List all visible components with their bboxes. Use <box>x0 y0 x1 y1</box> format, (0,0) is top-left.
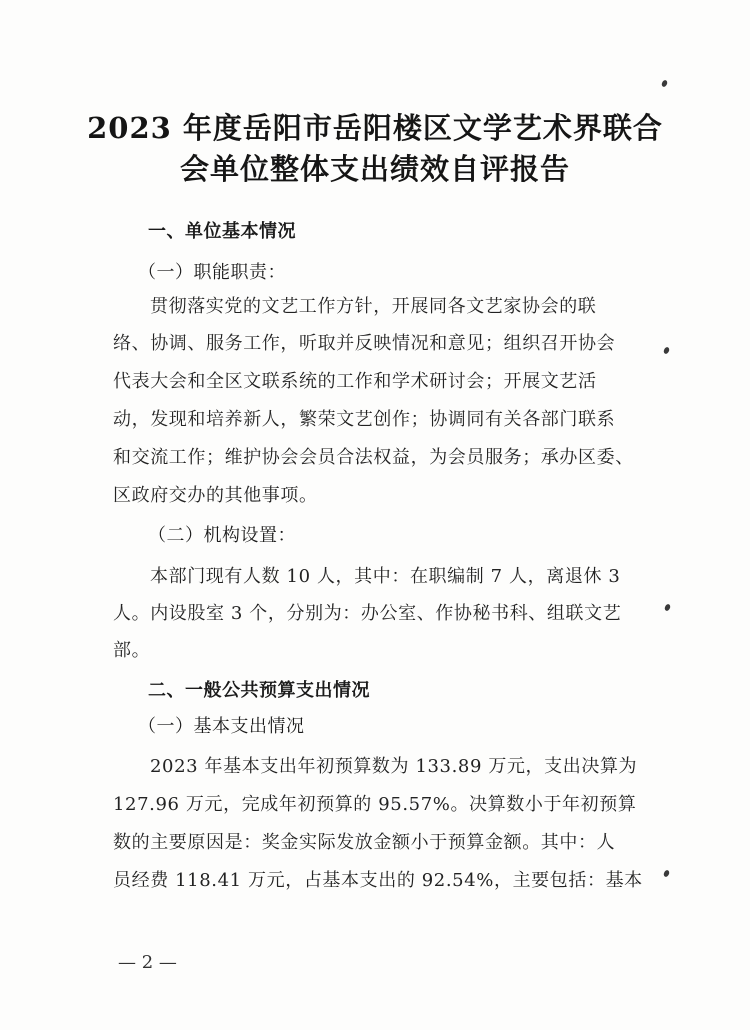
scan-mark <box>661 79 668 87</box>
section-2-heading: 二、一般公共预算支出情况 <box>148 680 370 701</box>
section-1-heading: 一、单位基本情况 <box>148 221 296 242</box>
paragraph-line: 动，发现和培养新人，繁荣文艺创作；协调同有关各部门联系 <box>113 409 616 430</box>
report-title-line-2: 会单位整体支出绩效自评报告 <box>179 152 570 186</box>
scan-mark <box>663 869 670 877</box>
section-1-sub-2-heading: （二）机构设置： <box>148 525 296 546</box>
paragraph-line: 2023 年基本支出年初预算数为 133.89 万元，支出决算为 <box>150 756 638 777</box>
paragraph-line: 127.96 万元，完成年初预算的 95.57%。决算数小于年初预算 <box>113 794 637 815</box>
report-title-line-1: 2023 年度岳阳市岳阳楼区文学艺术界联合 <box>87 111 663 145</box>
scan-mark <box>663 346 670 354</box>
paragraph-line: 和交流工作；维护协会会员合法权益，为会员服务；承办区委、 <box>113 447 634 468</box>
paragraph-line: 数的主要原因是：奖金实际发放金额小于预算金额。其中：人 <box>113 832 616 853</box>
paragraph-line: 部。 <box>113 640 151 661</box>
paragraph-line: 人。内设股室 3 个，分别为：办公室、作协秘书科、组联文艺 <box>113 603 622 624</box>
paragraph-line: 本部门现有人数 10 人，其中：在职编制 7 人，离退休 3 <box>150 566 621 587</box>
page-number: — 2 — <box>118 952 177 973</box>
section-2-sub-1-heading: （一）基本支出情况 <box>138 716 305 737</box>
paragraph-line: 区政府交办的其他事项。 <box>113 485 318 506</box>
paragraph-line: 员经费 118.41 万元，占基本支出的 92.54%，主要包括：基本 <box>113 870 643 891</box>
paragraph-line: 贯彻落实党的文艺工作方针，开展同各文艺家协会的联 <box>150 296 597 317</box>
paragraph-line: 络、协调、服务工作，听取并反映情况和意见；组织召开协会 <box>113 333 616 354</box>
section-1-sub-1-heading: （一）职能职责： <box>138 262 286 283</box>
scan-mark <box>664 603 671 611</box>
paragraph-line: 代表大会和全区文联系统的工作和学术研讨会；开展文艺活 <box>113 371 597 392</box>
